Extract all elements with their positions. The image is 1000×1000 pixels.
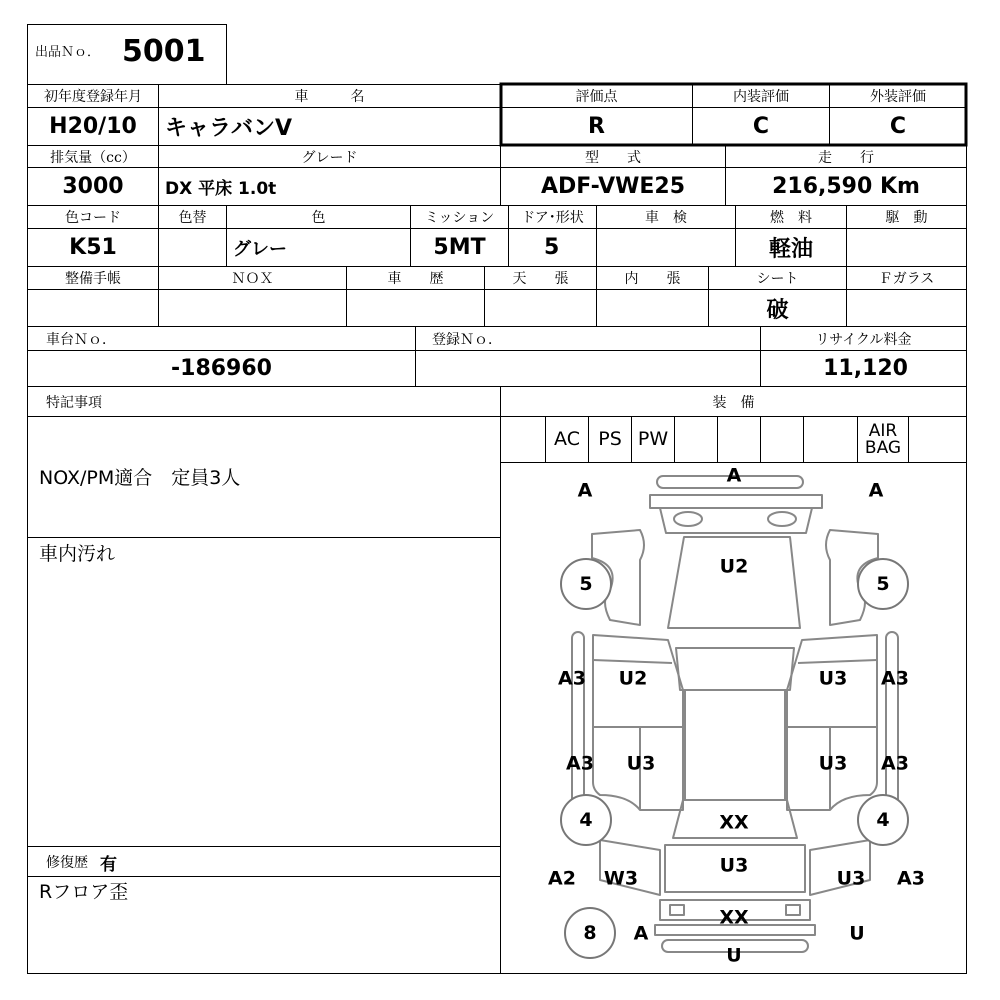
nox-label: ＮＯＸ: [231, 271, 274, 287]
damage-mark-rear-left: A: [633, 922, 649, 945]
damage-mark-right-rear-panel: U3: [836, 867, 866, 890]
damage-mark-hood: U2: [719, 555, 749, 578]
repair-note: Rフロア歪: [39, 881, 129, 903]
repaint-label: 色替: [178, 210, 207, 226]
equipment-ps: PS: [598, 428, 622, 450]
inspection-label: 車 検: [645, 210, 687, 226]
mileage-value: 216,590 Km: [772, 174, 920, 199]
grade-label: グレード: [301, 149, 358, 166]
remarks-line-1: NOX/PM適合 定員3人: [39, 467, 241, 489]
damage-mark-rear-window: XX: [719, 811, 749, 834]
car-name-label: 車 名: [294, 89, 365, 105]
damage-mark-front-bumper: A: [726, 464, 742, 487]
chassis-number-label: 車台Ｎｏ．: [46, 331, 116, 348]
remarks-label: 特記事項: [46, 395, 102, 411]
equipment-airbag: AIR BAG: [864, 420, 902, 458]
damage-mark-back-door: U3: [719, 854, 749, 877]
damage-mark-right-quarter: A3: [897, 867, 925, 890]
remarks-line-2: 車内汚れ: [39, 543, 116, 565]
displacement-value: 3000: [62, 174, 124, 199]
seat-label: シート: [756, 271, 799, 287]
lot-number: 5001: [122, 33, 206, 69]
door-shape-label: ドア･形状: [521, 210, 584, 226]
damage-mark-rear-lamp-bar: XX: [719, 906, 749, 929]
grade-value: DX 平床 1.0t: [165, 179, 277, 199]
damage-mark-front-left: A: [577, 479, 593, 502]
interior-rating-value: C: [752, 114, 770, 139]
tire-spare: 8: [564, 907, 616, 959]
damage-mark-rear-bumper: U: [726, 944, 742, 967]
color-value: グレー: [233, 238, 287, 260]
damage-mark-right-door-rear: U3: [818, 752, 848, 775]
mission-value: 5MT: [433, 235, 486, 260]
color-code-value: K51: [69, 235, 117, 260]
fuel-label: 燃 料: [770, 210, 812, 226]
displacement-label: 排気量（cc）: [50, 149, 136, 166]
service-book-label: 整備手帳: [65, 271, 121, 287]
damage-mark-right-rail-front: A3: [881, 667, 909, 690]
recycle-fee-label: リサイクル料金: [815, 331, 912, 348]
recycle-fee-value: 11,120: [823, 356, 908, 381]
interior-trim-label: 内 張: [624, 271, 681, 287]
damage-mark-left-door-front: U2: [618, 667, 648, 690]
damage-mark-left-quarter: A2: [548, 867, 576, 890]
front-glass-label: Ｆガラス: [878, 271, 935, 287]
tire-front-right: 5: [857, 558, 909, 610]
damage-mark-left-rail-front: A3: [558, 667, 586, 690]
damage-mark-left-rear-panel: W3: [603, 867, 639, 890]
chassis-number-value: -186960: [171, 356, 272, 381]
repair-history-label-text: 修復歴: [46, 855, 88, 871]
seat-value: 破: [766, 297, 789, 323]
damage-mark-right-door-front: U3: [818, 667, 848, 690]
mission-label: ミッション: [424, 210, 495, 226]
exterior-rating-value: C: [889, 114, 907, 139]
lot-number-label: 出品Ｎｏ．: [35, 44, 101, 60]
exterior-rating-label: 外装評価: [870, 89, 926, 105]
color-code-label: 色コード: [65, 210, 121, 226]
damage-mark-front-right: A: [868, 479, 884, 502]
equipment-label: 装 備: [712, 395, 755, 411]
door-shape-value: 5: [544, 235, 560, 260]
repair-history-value: 有: [100, 854, 117, 875]
vehicle-history-label: 車 歴: [387, 271, 444, 287]
mileage-label: 走 行: [818, 149, 874, 166]
model-value: ADF-VWE25: [540, 174, 686, 199]
score-label: 評価点: [575, 89, 618, 105]
color-label: 色: [311, 210, 326, 226]
tire-front-left: 5: [560, 558, 612, 610]
first-registration-label: 初年度登録年月: [44, 89, 142, 105]
headliner-label: 天 張: [512, 271, 569, 287]
damage-mark-right-rail-rear: A3: [881, 752, 909, 775]
first-registration-value: H20/10: [49, 114, 137, 139]
tire-rear-left: 4: [560, 794, 612, 846]
fuel-value: 軽油: [768, 237, 813, 262]
model-label: 型 式: [585, 149, 641, 166]
damage-mark-rear-right: U: [849, 922, 865, 945]
equipment-pw: PW: [637, 428, 669, 450]
registration-number-label: 登録Ｎｏ．: [432, 331, 502, 348]
interior-rating-label: 内装評価: [733, 89, 789, 105]
score-value: R: [588, 114, 605, 139]
damage-mark-left-door-rear: U3: [626, 752, 656, 775]
damage-mark-left-rail-rear: A3: [566, 752, 594, 775]
tire-rear-right: 4: [857, 794, 909, 846]
car-name-value: キャラバンV: [165, 116, 293, 141]
drive-label: 駆 動: [885, 210, 928, 226]
equipment-ac: AC: [554, 428, 580, 450]
